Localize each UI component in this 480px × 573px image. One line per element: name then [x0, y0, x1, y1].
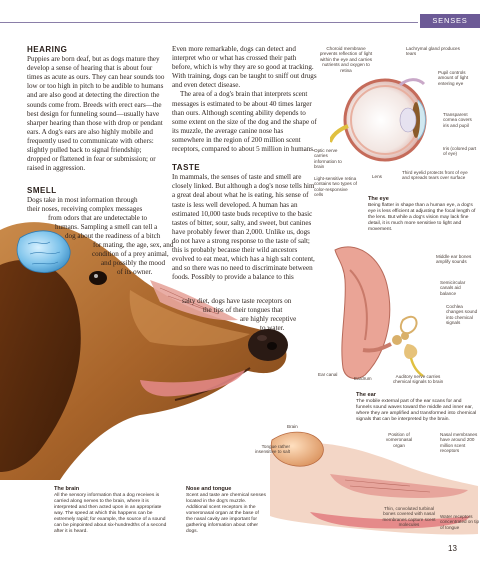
- hearing-section: [27, 45, 165, 173]
- brain-caption-title: The brain: [54, 486, 80, 492]
- smell-line-7: and possibly the mood: [101, 259, 166, 267]
- col2-para-2: The area of a dog's brain that interprets scent messages is estimated to be about 40 times larger than ours. Although scenting ability depends to some extent on the size of the dog and the shape of its muzzle, the average canine nose has somewhere in the region of 200 million scent receptors, compared to about 5 million in humans.: [172, 90, 317, 154]
- smell-line-5: for mating, the age, sex, and: [93, 241, 174, 249]
- ear-diagram: [325, 240, 425, 382]
- eye-label-iris: Iris (colored part of eye): [443, 146, 477, 157]
- eye-label-retina: Light-sensitive retina contains two types of color-responsive cells: [314, 176, 357, 198]
- ear-label-cochlea: Cochlea changes sound into chemical signals: [446, 304, 478, 326]
- smell-line-4: dog about the readiness of a bitch: [65, 232, 161, 240]
- nose-label-membranes: Nasal membranes have around 200 million scent receptors: [440, 432, 478, 454]
- eye-label-pupil: Pupil controls amount of light entering eye: [438, 70, 469, 86]
- taste-heading: TASTE: [172, 163, 201, 173]
- hearing-body: Puppies are born deaf, but as dogs mature they develop a sense of hearing that is about four times as acute as ours. They can hear sounds too low or too high in pitch to be audible to humans and are also good at detecting the direction the sounds come from. Breeds with erect ears—the best design for funneling sound—usually have sharper hearing than those with drop or pendant ears. A dog's ears are also highly mobile and frequently used to communicate with others: slightly pulled back to signal friendship; dropped or flattened in fear or submission; or raised in aggression.: [27, 55, 165, 173]
- brain-caption-body: All the sensory information that a dog receives is carried along nerves to the brain, where it is interpreted and then acted upon in an appropriate way. The speed at which this happens can be extremely rapid; for example, the source of a sound can be pinpointed about six-hundredths of a second after it is heard.: [54, 493, 167, 534]
- smell-line-3: humans. Sampling a smell can tell a: [55, 223, 158, 231]
- nose-caption-body: Scent and taste are chemical senses located in the dog's muzzle. Additional scent receptors in the vomeronasal organ at the base of the nasal cavity are important for gathering information about other dogs.: [186, 493, 266, 534]
- ear-caption-title: The ear: [356, 392, 376, 398]
- brain-caption: [54, 486, 172, 535]
- eye-diagram: [330, 60, 450, 180]
- column-two: [172, 45, 317, 282]
- nose-caption: [186, 486, 266, 535]
- taste-tail-0: salty diet, dogs have taste receptors on: [182, 297, 292, 305]
- section-tab: SENSES: [420, 14, 480, 28]
- ear-label-eardrum: Eardrum: [354, 376, 372, 381]
- taste-tail-2: are highly receptive: [240, 315, 297, 323]
- nose-label-water: Water receptors concentrated on tip of tongue: [440, 514, 480, 530]
- nose-label-vomeronasal: Position of vomeronasal organ: [385, 432, 413, 448]
- col2-para-1: Even more remarkable, dogs can detect and interpret who or what has crossed their path before, which is why they are so good at tracking. With training, dogs can be taught to sniff out drugs and even detect disease.: [172, 45, 317, 90]
- hearing-heading: HEARING: [27, 45, 68, 54]
- ear-label-earcanal: Ear canal: [318, 372, 338, 377]
- taste-body: In mammals, the senses of taste and smell are closely linked. But although a dog's nose tells him a great deal about what he is eating, his sense of taste is less well developed. A human has an estimated 10,000 taste buds receptive to the basic tastes of bitter, sour, salty, and sweet, but canines have probably fewer than 2,000. Unlike us, dogs do not have a strong response to the taste of salt; this is probably because their wild ancestors evolved to eat meat, which has a high salt content, and so there was no need to discriminate between foods. Possibly to provide a balance to this: [172, 173, 315, 282]
- eye-caption-body: Being flatter in shape than a human eye, a dog's eye is less efficient at adjusting the focal length of the lens. But while a dog's vision may lack fine detail, it is much more sensitive to light and movement.: [368, 203, 476, 232]
- ear-label-middle: Middle ear bones amplify sounds: [436, 254, 472, 265]
- smell-line-8: of its owner.: [117, 268, 153, 276]
- smell-section: [27, 186, 167, 196]
- ear-caption: [356, 392, 478, 423]
- smell-line-2: from odors that are undetectable to: [48, 214, 148, 222]
- eye-label-optic: Optic nerve carries information to brain: [314, 148, 342, 170]
- eye-label-lacrimal: Lachrymal gland produces tears: [406, 46, 460, 57]
- nose-label-brain: Brain: [287, 424, 298, 429]
- smell-line-0: Dogs take in most information through: [27, 196, 138, 204]
- nose-label-tongue: Tongue rather insensitive to salt: [255, 444, 290, 455]
- smell-heading: SMELL: [27, 186, 57, 195]
- eye-caption: [368, 196, 476, 233]
- ear-label-auditory: Auditory nerve carries chemical signals to brain: [392, 374, 444, 385]
- header-rule: [0, 22, 418, 23]
- taste-tail-3: to water.: [260, 324, 285, 332]
- taste-tail-1: the tips of their tongues that: [203, 306, 283, 314]
- smell-line-1: their noses, receiving complex messages: [27, 205, 143, 213]
- nose-label-turbinate: Thin, convoluted turbinal bones covered with nasal membranes capture scent molecules: [382, 506, 436, 528]
- eye-label-cornea: Transparent cornea covers iris and pupil: [443, 112, 472, 128]
- running-header: [0, 0, 480, 26]
- smell-line-6: condition of a prey animal,: [92, 250, 169, 258]
- ear-label-canals: Semicircular canals aid balance: [440, 280, 466, 296]
- nose-caption-title: Nose and tongue: [186, 486, 232, 492]
- eye-label-choroid: Choroid membrane prevents reflection of light within the eye and carries nutrients and oxygen to retina: [319, 46, 373, 73]
- eye-caption-title: The eye: [368, 196, 389, 202]
- ear-caption-body: The mobile external part of the ear scans for and funnels sound waves toward the middle and inner ear, where they are amplified and transformed into chemical signals that can be interpreted by the brain.: [356, 399, 477, 422]
- eye-label-eyelid: Third eyelid protects front of eye and spreads tears over surface: [402, 170, 468, 181]
- page-number: 13: [448, 544, 457, 553]
- eye-label-lens: Lens: [372, 174, 382, 179]
